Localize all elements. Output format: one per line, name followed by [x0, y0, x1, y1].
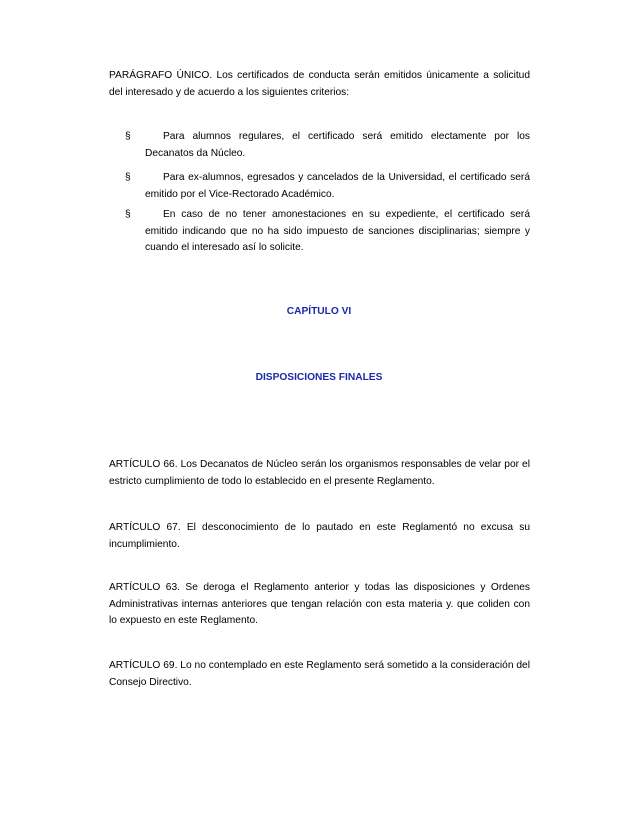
articulo-63: ARTÍCULO 63. Se deroga el Reglamento anterior y todas las disposiciones y Ordenes Administrativas internas anteriores que tengan relación con esta materia y. que coliden con lo expuesto en este Reglamento. [109, 582, 530, 626]
articulo-69: ARTÍCULO 69. Lo no contemplado en este Reglamento será sometido a la consideración del Consejo Directivo. [109, 660, 530, 688]
bullet-text-2 [145, 170, 530, 203]
articulo-66: ARTÍCULO 66. Los Decanatos de Núcleo serán los organismos responsables de velar por el estricto cumplimiento de todo lo establecido en el presente Reglamento. [109, 459, 530, 487]
bullet-text-3 [145, 207, 530, 257]
bullet-text-3-content: En caso de no tener amonestaciones en su expediente, el certificado será emitido indicando que no ha sido impuesto de sanciones disciplinarias; siempre y cuando el interesado así lo solicite. [145, 209, 530, 253]
section-heading: DISPOSICIONES FINALES [255, 372, 383, 383]
bullet-text-2-content: Para ex-alumnos, egresados y cancelados de la Universidad, el certificado será emitido por el Vice-Rectorado Académico. [145, 172, 530, 200]
bullet-symbol-2: § [125, 172, 131, 183]
paragrafo-unico: PARÁGRAFO ÚNICO. Los certificados de conducta serán emitidos únicamente a solicitud del interesado y de acuerdo a los siguientes criterios: [109, 70, 530, 98]
bullet-text-1-content: Para alumnos regulares, el certificado será emitido electamente por los Decanatos da Núcleo. [145, 131, 530, 159]
chapter-heading: CAPÍTULO VI [286, 306, 352, 317]
bullet-symbol-3: § [125, 209, 131, 220]
articulo-67: ARTÍCULO 67. El desconocimiento de lo pautado en este Reglamentó no excusa su incumplimiento. [109, 522, 530, 550]
bullet-symbol-1: § [125, 131, 131, 142]
bullet-text-1 [145, 129, 530, 162]
